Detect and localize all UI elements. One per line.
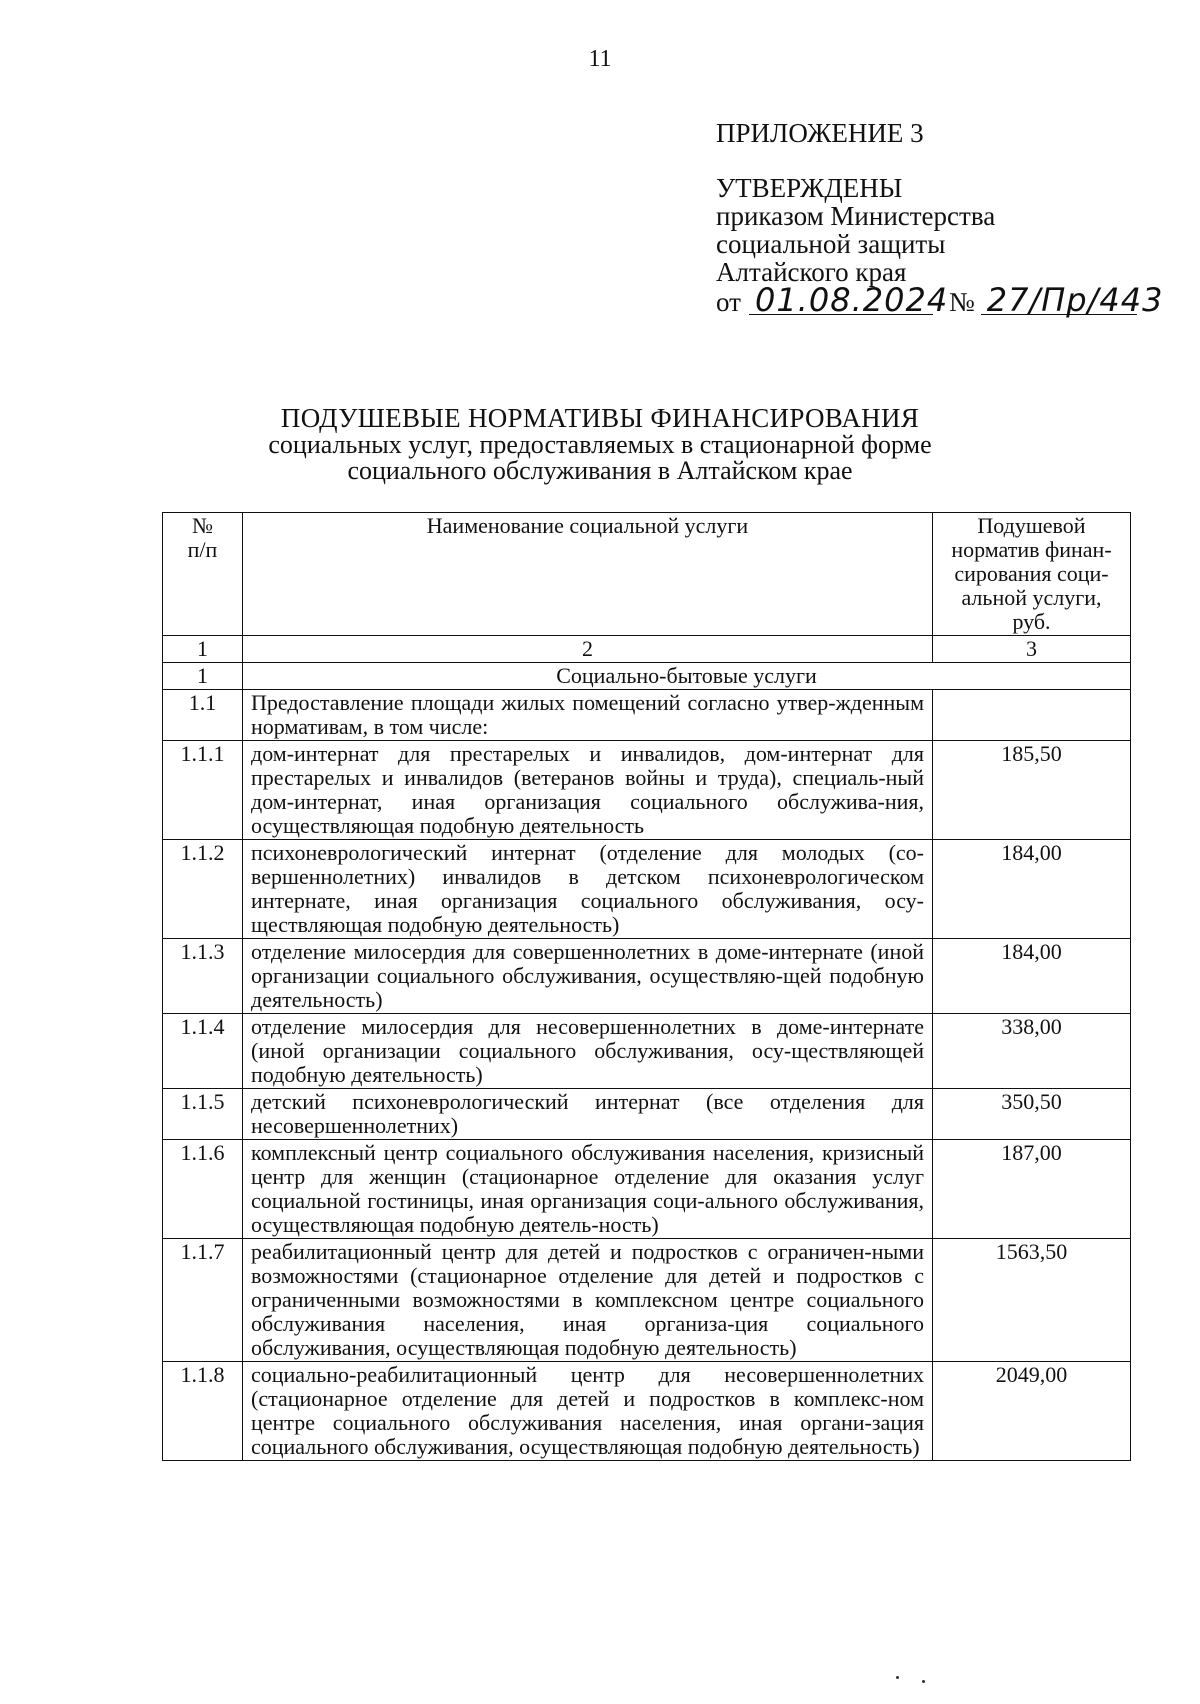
table-row [163,1362,1131,1461]
table-row [163,939,1131,1014]
row-service-name: комплексный центр социального обслуживания населения, кризисный центр для женщин (стационарное отделение для оказания услуг социальной гостиницы, иная организация соци-ального обслуживания, осуществляющая подобную деятель-ность) [243,1140,933,1239]
row-norm-value: 187,00 [933,1140,1131,1239]
row-norm-value: 1563,50 [933,1239,1131,1362]
number-sign: № [948,287,975,317]
header-service-name: Наименование социальной услуги [243,513,933,636]
row-number: 1.1.2 [163,840,243,939]
handwritten-date: 01.08.2024 [749,286,933,315]
title-main: ПОДУШЕВЫЕ НОРМАТИВЫ ФИНАНСИРОВАНИЯ [280,403,920,433]
row-service-name: психоневрологический интернат (отделение для молодых (со-вершеннолетних) инвалидов в детском психоневрологическом интернате, иная организация социального обслуживания, осу-ществляющая подобную деятельность) [243,840,933,939]
date-prefix: от [716,287,741,317]
row-number: 1.1.8 [163,1362,243,1461]
table-row [163,1089,1131,1140]
row-service-name: социально-реабилитационный центр для несовершеннолетних (стационарное отделение для детей и подростков в комплекс-ном центре социального обслуживания населения, иная органи-зация социального обслуживания, осуществляющая подобную деятельность) [243,1362,933,1461]
row-norm-value: 185,50 [933,741,1131,840]
row-norm-value: 184,00 [933,939,1131,1014]
row-norm-value [933,690,1131,741]
approval-line: приказом Министерства [716,201,996,231]
title-line: социальных услуг, предоставляемых в стационарной форме [268,430,932,459]
row-norm-value: 184,00 [933,840,1131,939]
document-title [150,404,1050,484]
row-norm-value: 338,00 [933,1014,1131,1089]
page-number: 11 [588,46,612,72]
row-number: 1.1.3 [163,939,243,1014]
row-number: 1.1.1 [163,741,243,840]
row-service-name: детский психоневрологический интернат (все отделения для несовершеннолетних) [243,1089,933,1140]
header-number: № п/п [163,513,243,636]
row-number: 1.1.4 [163,1014,243,1089]
approval-date-number-line [716,281,1164,319]
norms-table [162,512,1131,1461]
table-row [163,1014,1131,1089]
column-number: 2 [243,636,933,663]
handwritten-number: 27/Пр/443 [981,286,1137,315]
row-number: 1.1.7 [163,1239,243,1362]
table-row [163,840,1131,939]
row-norm-value: 350,50 [933,1089,1131,1140]
table-row [163,741,1131,840]
row-service-name: отделение милосердия для несовершеннолетних в доме-интернате (иной организации социального обслуживания, осу-ществляющей подобную деятельность) [243,1014,933,1089]
row-service-name: дом-интернат для престарелых и инвалидов, дом-интернат для престарелых и инвалидов (ветеранов войны и труда), специаль-ный дом-интернат, иная организация социального обслужива-ния, осуществляющая подобную деятельность [243,741,933,840]
row-service-name: отделение милосердия для совершеннолетних в доме-интернате (иной организации социального обслуживания, осуществляю-щей подобную деятельность) [243,939,933,1014]
section-label: Социально-бытовые услуги [243,663,1131,690]
column-numbers-row [163,636,1131,663]
row-service-name: Предоставление площади жилых помещений согласно утвер-жденным нормативам, в том числе: [243,690,933,741]
table-header-row [163,513,1131,636]
section-number: 1 [163,663,243,690]
table-row [163,1239,1131,1362]
table-row [163,690,1131,741]
row-service-name: реабилитационный центр для детей и подростков с ограничен-ными возможностями (стационарное отделение для детей и подростков с ограниченными возможностями в комплексном центре социального обслуживания населения, иная организа-ция социального обслуживания, осуществляющая подобную деятельность) [243,1239,933,1362]
norms-table-body [163,513,1131,1461]
table-row [163,1140,1131,1239]
scan-speck [922,1680,925,1683]
approval-line: Алтайского края [716,257,907,287]
approval-line: социальной защиты [716,229,946,259]
title-line: социального обслуживания в Алтайском крае [347,456,853,485]
approval-heading: УТВЕРЖДЕНЫ [716,173,903,203]
row-number: 1.1.6 [163,1140,243,1239]
row-norm-value: 2049,00 [933,1362,1131,1461]
section-row [163,663,1131,690]
column-number: 3 [933,636,1131,663]
header-norm-value: Подушевой норматив финан- сирования соци- альной услуги, руб. [933,513,1131,636]
scan-speck [896,1676,899,1679]
approval-block [716,173,1164,319]
column-number: 1 [163,636,243,663]
row-number: 1.1.5 [163,1089,243,1140]
appendix-label: ПРИЛОЖЕНИЕ 3 [716,118,924,148]
row-number: 1.1 [163,690,243,741]
